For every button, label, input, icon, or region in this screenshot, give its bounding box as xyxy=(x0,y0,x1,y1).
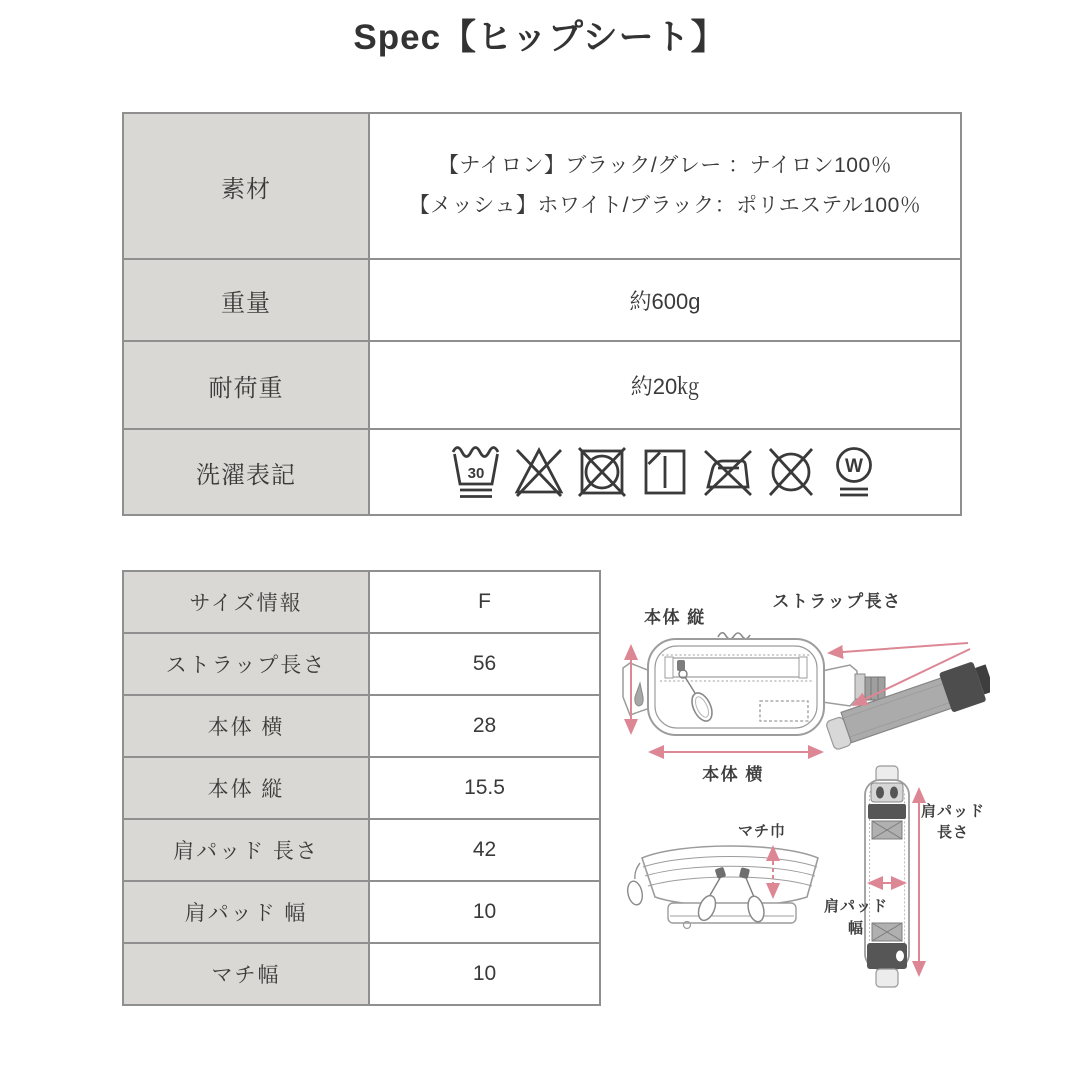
bag-top-view xyxy=(626,823,818,929)
strap-length-arrow-1 xyxy=(829,643,968,653)
size-table xyxy=(122,570,601,1006)
pad-length-label-line1: 肩パッド xyxy=(920,803,986,820)
pad-slot-left xyxy=(876,787,884,799)
pad-slot-right xyxy=(890,787,898,799)
material-line-2: 【メッシュ】ホワイト/ブラック：ポリエステル100％ xyxy=(408,194,922,217)
pad-length-label-line2: 長さ xyxy=(936,824,970,841)
spec-label-weight: 重量 xyxy=(123,259,369,341)
spec-value-care-symbols xyxy=(369,429,961,515)
spec-value-material xyxy=(369,113,961,259)
topview-base xyxy=(668,903,796,923)
shoulder-pad-view xyxy=(824,766,985,987)
size-label-pad-length: 肩パッド 長さ xyxy=(123,819,369,881)
wash-30-very-gentle-icon xyxy=(449,442,503,502)
pad-buckle-hole xyxy=(896,951,904,962)
table-row-strap-length xyxy=(123,633,600,695)
size-value-body-height: 15.5 xyxy=(369,757,600,819)
spec-value-weight: 約600g xyxy=(369,259,961,341)
body-width-label: 本体 横 xyxy=(702,765,764,784)
topview-left-pull xyxy=(626,880,645,906)
topview-outline xyxy=(642,846,818,906)
professional-wet-clean-icon xyxy=(827,442,881,502)
spec-label-care-symbols: 洗濯表記 xyxy=(123,429,369,515)
size-label-body-height: 本体 縦 xyxy=(123,757,369,819)
zipper-band xyxy=(667,658,805,677)
spec-value-load-capacity: 約20㎏ xyxy=(369,341,961,429)
size-value-pad-width: 10 xyxy=(369,881,600,943)
size-value-body-width: 28 xyxy=(369,695,600,757)
pad-bottom-tab xyxy=(876,969,898,987)
no-tumble-dry-icon xyxy=(575,442,629,502)
size-value-strap-length: 56 xyxy=(369,633,600,695)
size-value-pad-length: 42 xyxy=(369,819,600,881)
pad-buckle-top xyxy=(868,804,906,819)
table-row-size-info xyxy=(123,571,600,633)
page-title: Spec【ヒップシート】 xyxy=(353,18,727,57)
material-line-1: 【ナイロン】ブラック/グレー ：ナイロン100％ xyxy=(437,154,893,177)
wet-clean-letter: W xyxy=(845,456,863,477)
no-iron-icon xyxy=(701,442,755,502)
pad-width-label-line1: 肩パッド xyxy=(823,898,889,915)
no-dry-clean-icon xyxy=(764,442,818,502)
table-row-body-height xyxy=(123,757,600,819)
size-value-size-info: F xyxy=(369,571,600,633)
topview-left-cord xyxy=(635,863,640,879)
line-dry-in-shade-icon xyxy=(638,442,692,502)
size-label-gusset-width: マチ幅 xyxy=(123,943,369,1005)
table-row-body-width xyxy=(123,695,600,757)
table-row-pad-length xyxy=(123,819,600,881)
table-row-material xyxy=(123,113,961,259)
table-row-load-capacity xyxy=(123,341,961,429)
size-label-strap-length: ストラップ長さ xyxy=(123,633,369,695)
size-value-gusset-width: 10 xyxy=(369,943,600,1005)
pad-slot-plate xyxy=(871,783,903,802)
pad-width-label-line2: 幅 xyxy=(847,920,865,937)
zipper-end-right xyxy=(799,657,807,678)
table-row-pad-width xyxy=(123,881,600,943)
table-row-weight xyxy=(123,259,961,341)
strap-length-label: ストラップ長さ xyxy=(772,592,902,611)
bag-right-wing xyxy=(822,665,857,706)
strap-connector xyxy=(855,674,865,699)
no-bleach-icon xyxy=(512,442,566,502)
size-label-size-info: サイズ情報 xyxy=(123,571,369,633)
spec-label-load-capacity: 耐荷重 xyxy=(123,341,369,429)
zipper-slider xyxy=(677,660,685,671)
size-label-body-width: 本体 横 xyxy=(123,695,369,757)
care-icons-row xyxy=(370,442,960,502)
spec-table xyxy=(122,112,962,516)
spec-label-material: 素材 xyxy=(123,113,369,259)
zipper-end-left xyxy=(665,657,673,678)
body-height-label: 本体 縦 xyxy=(644,608,706,627)
bag-left-wing xyxy=(623,663,650,715)
measurement-diagram xyxy=(610,575,990,1015)
gusset-width-label: マチ巾 xyxy=(737,823,787,840)
table-row-gusset-width xyxy=(123,943,600,1005)
wash-temp-text: 30 xyxy=(467,465,485,482)
table-row-care-symbols xyxy=(123,429,961,515)
bag-front-view xyxy=(623,591,990,784)
ladder-lock-buckle xyxy=(865,677,885,700)
size-label-pad-width: 肩パッド 幅 xyxy=(123,881,369,943)
